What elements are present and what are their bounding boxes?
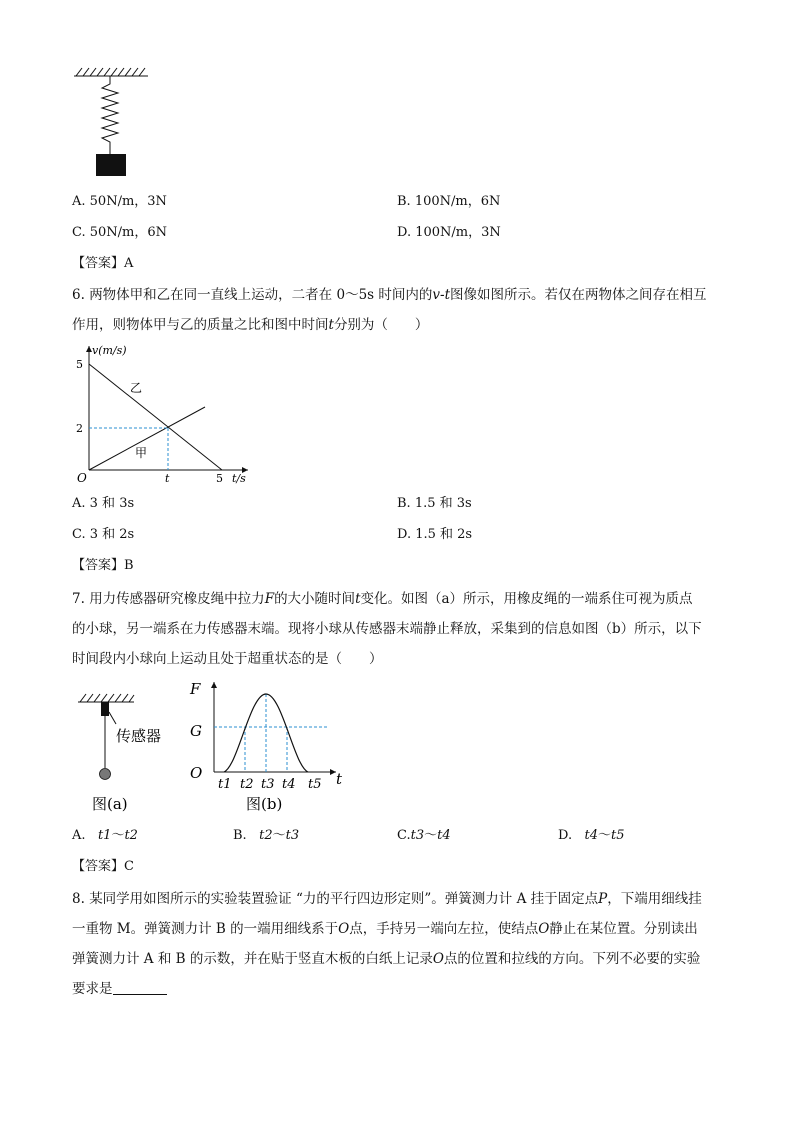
y-tick-2: 2: [76, 422, 83, 435]
q7-line1-c: 变化。如图（a）所示，用橡皮绳的一端系住可视为质点: [360, 591, 693, 607]
q7-option-c[interactable]: [397, 826, 451, 846]
q7-line1-a: 用力传感器研究橡皮绳中拉力: [89, 591, 265, 607]
tick-labels: [218, 777, 322, 792]
q8-number: 8.: [72, 891, 85, 907]
fig-a-caption: 图(a): [92, 795, 128, 813]
tick-t5: t5: [308, 777, 322, 792]
q6-answer: [72, 556, 134, 576]
fig-b-caption: 图(b): [246, 795, 283, 813]
label-yi: 乙: [130, 381, 143, 395]
line-yi: [89, 364, 222, 470]
q6-option-a[interactable]: A. 3 和 3s: [72, 496, 135, 511]
q8-stem: [72, 884, 732, 1004]
origin-o: O: [190, 764, 203, 782]
line-jia: [89, 407, 205, 470]
sensor-block: [101, 702, 109, 716]
x-axis-label: t/s: [232, 472, 246, 485]
x-label: t: [336, 770, 343, 788]
sensor-label: 传感器: [116, 727, 162, 745]
q6-stem: [72, 280, 732, 340]
vt-graph: [70, 340, 260, 490]
option-letter: C.: [397, 828, 411, 843]
spring-coil: [102, 76, 118, 154]
q8-O3: O: [432, 951, 444, 967]
option-from: t1: [97, 828, 112, 843]
option-sep: ～: [111, 828, 125, 843]
q7-option-d[interactable]: [558, 826, 625, 846]
answer-value: B: [124, 558, 134, 573]
q7-answer: [72, 857, 134, 877]
ceiling-hatch: [74, 68, 148, 76]
answer-label: 【答案】: [72, 859, 125, 874]
y-tick-5: 5: [76, 358, 83, 371]
q6-text-1: 两物体甲和乙在同一直线上运动，二者在 0～5s 时间内的: [89, 287, 433, 303]
q7-line3: 时间段内小球向上运动且处于超重状态的是（ ）: [72, 651, 383, 667]
answer-blank[interactable]: [113, 980, 167, 995]
option-to: t3: [285, 828, 300, 843]
answer-value: C: [124, 859, 134, 874]
q8-line1: 某同学用如图所示的实验装置验证 “力的平行四边形定则”。弹簧测力计 A 挂于固定点: [89, 891, 599, 907]
q8-O1: O: [338, 921, 350, 937]
option-to: t4: [437, 828, 451, 843]
q8-O2: O: [538, 921, 550, 937]
label-jia: 甲: [135, 446, 148, 460]
option-sep: ～: [598, 828, 612, 843]
option-sep: ～: [272, 828, 286, 843]
q6-text-4: 分别为（ ）: [333, 317, 429, 333]
option-letter: A.: [72, 828, 86, 843]
q6-vt: v-t: [432, 287, 451, 303]
q8-line3-a: 弹簧测力计 A 和 B 的示数，并在贴于竖直木板的白纸上记录: [72, 951, 433, 967]
q6-number: 6.: [72, 287, 85, 303]
q7-stem: [72, 584, 732, 674]
q5-answer: [72, 254, 133, 274]
spring-figure: [66, 62, 156, 182]
q8-line2-b: 点，手持另一端向左拉，使结点: [349, 921, 539, 937]
q8-line2-a: 一重物 M。弹簧测力计 B 的一端用细线系于: [72, 921, 339, 937]
q7-option-b[interactable]: [233, 826, 299, 846]
x-tick-5: 5: [216, 472, 223, 485]
option-sep: ～: [424, 828, 438, 843]
q6-option-d[interactable]: D. 1.5 和 2s: [397, 527, 473, 542]
g-label: G: [190, 722, 202, 740]
option-from: t2: [259, 828, 273, 843]
q6-option-b[interactable]: B. 1.5 和 3s: [397, 496, 472, 511]
q8-line1-end: ，下端用细线挂: [607, 891, 702, 907]
ceiling-hatch: [78, 694, 134, 702]
q5-option-a[interactable]: A. 50N/m，3N: [72, 194, 167, 209]
q6-t-var: t: [328, 317, 334, 333]
q7-number: 7.: [72, 591, 85, 607]
q7-line1-b: 的大小随时间: [274, 591, 356, 607]
answer-value: A: [124, 256, 134, 271]
origin-o: O: [77, 471, 87, 485]
y-label: F: [190, 680, 201, 698]
q8-line3-b: 点的位置和拉线的方向。下列不必要的实验: [443, 951, 701, 967]
tick-t2: t2: [240, 777, 254, 792]
q5-option-b[interactable]: B. 100N/m，6N: [397, 194, 501, 209]
option-from: t3: [410, 828, 425, 843]
option-letter: D.: [558, 828, 573, 843]
ball: [100, 769, 111, 780]
q7-line2: 的小球，另一端系在力传感器末端。现将小球从传感器末端静止释放，采集到的信息如图（b）所示，以下: [72, 621, 702, 637]
tick-t3: t3: [261, 777, 275, 792]
q8-line2-c: 静止在某位置。分别读出: [549, 921, 698, 937]
sensor-pointer: [109, 712, 116, 724]
option-to: t5: [611, 828, 625, 843]
option-letter: B.: [233, 828, 247, 843]
tick-t1: t1: [218, 777, 232, 792]
q5-option-c[interactable]: C. 50N/m，6N: [72, 225, 168, 240]
q8-P: P: [598, 891, 608, 907]
q8-line4: 要求是: [72, 981, 113, 997]
figure-a: [72, 688, 182, 818]
x-tick-t: t: [165, 472, 170, 485]
q6-text-3: 作用，则物体甲与乙的质量之比和图中时间: [72, 317, 329, 333]
answer-label: 【答案】: [72, 558, 125, 573]
figure-b: [186, 676, 356, 818]
q7-t: t: [355, 591, 361, 607]
q7-option-a[interactable]: [72, 826, 138, 846]
option-from: t4: [584, 828, 598, 843]
answer-label: 【答案】: [72, 256, 125, 271]
option-to: t2: [124, 828, 138, 843]
hanging-block: [96, 154, 126, 176]
tick-t4: t4: [282, 777, 296, 792]
q6-text-2: 图像如图所示。若仅在两物体之间存在相互: [450, 287, 707, 303]
y-axis-label: v(m/s): [92, 344, 127, 357]
q5-option-d[interactable]: D. 100N/m，3N: [397, 225, 501, 240]
q7-F: F: [264, 591, 275, 607]
q6-option-c[interactable]: C. 3 和 2s: [72, 527, 135, 542]
